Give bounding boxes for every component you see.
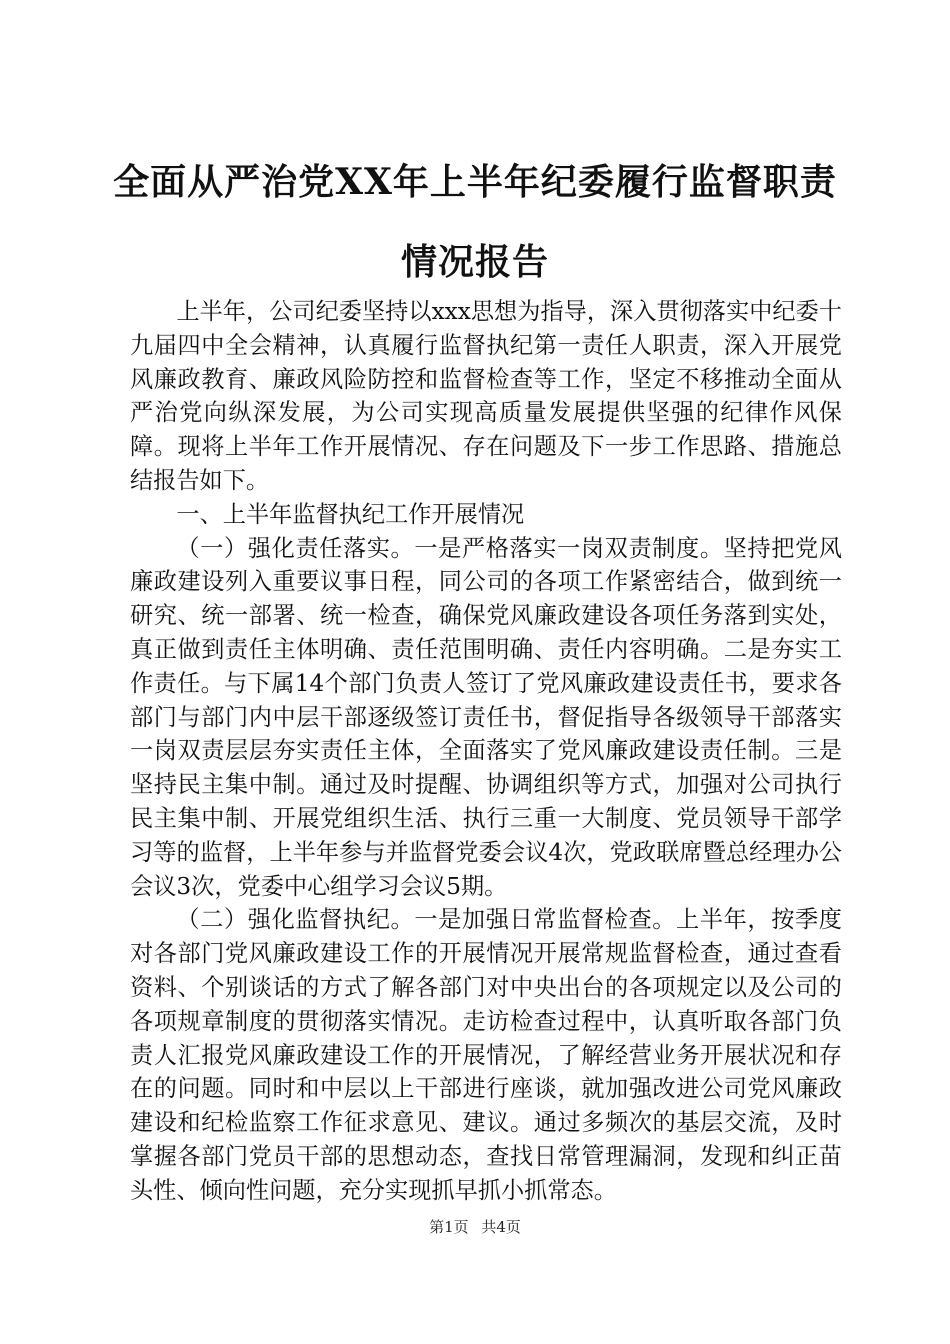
page-number: 第1页 (429, 1218, 469, 1236)
page-total: 共4页 (481, 1218, 521, 1236)
subsection-paragraph-2: （二）强化监督执纪。一是加强日常监督检查。上半年，按季度对各部门党风廉政建设工作的开展情况开展常规监督检查，通过查看资料、个别谈话的方式了解各部门对中央出台的各项规定以及公司的各项规章制度的贯彻落实情况。走访检查过程中，认真听取各部门负责人汇报党风廉政建设工作的开展情况，了解经营业务开展状况和存在的问题。同时和中层以上干部进行座谈，就加强改进公司党风廉政建设和纪检监察工作征求意见、建议。通过多频次的基层交流，及时掌握各部门党员干部的思想动态，查找日常管理漏洞，发现和纠正苗头性、倾向性问题，充分实现抓早抓小抓常态。 (130, 906, 842, 1204)
subsection-paragraph-1: （一）强化责任落实。一是严格落实一岗双责制度。坚持把党风廉政建设列入重要议事日程，同公司的各项工作紧密结合，做到统一研究、统一部署、统一检查，确保党风廉政建设各项任务落到实处，真正做到责任主体明确、责任范围明确、责任内容明确。二是夯实工作责任。与下属14个部门负责人签订了党风廉政建设责任书，要求各部门与部门内中层干部逐级签订责任书，督促指导各级领导干部落实一岗双责层层夯实责任主体，全面落实了党风廉政建设责任制。三是坚持民主集中制。通过及时提醒、协调组织等方式，加强对公司执行民主集中制、开展党组织生活、执行三重一大制度、党员领导干部学习等的监督，上半年参与并监督党委会议4次，党政联席暨总经理办公会议3次，党委中心组学习会议5期。 (130, 534, 842, 900)
document-title-line-1: 全面从严治党XX年上半年纪委履行监督职责 (113, 161, 837, 203)
page-footer (0, 1216, 950, 1237)
document-body (130, 295, 842, 1208)
section-heading: 一、上半年监督执纪工作开展情况 (176, 500, 525, 528)
intro-paragraph: 上半年，公司纪委坚持以xxx思想为指导，深入贯彻落实中纪委十九届四中全会精神，认真履行监督执纪第一责任人职责，深入开展党风廉政教育、廉政风险防控和监督检查等工作，坚定不移推动全面从严治党向纵深发展，为公司实现高质量发展提供坚强的纪律作风保障。现将上半年工作开展情况、存在问题及下一步工作思路、措施总结报告如下。 (130, 298, 842, 494)
document-title-line-2: 情况报告 (400, 241, 549, 283)
